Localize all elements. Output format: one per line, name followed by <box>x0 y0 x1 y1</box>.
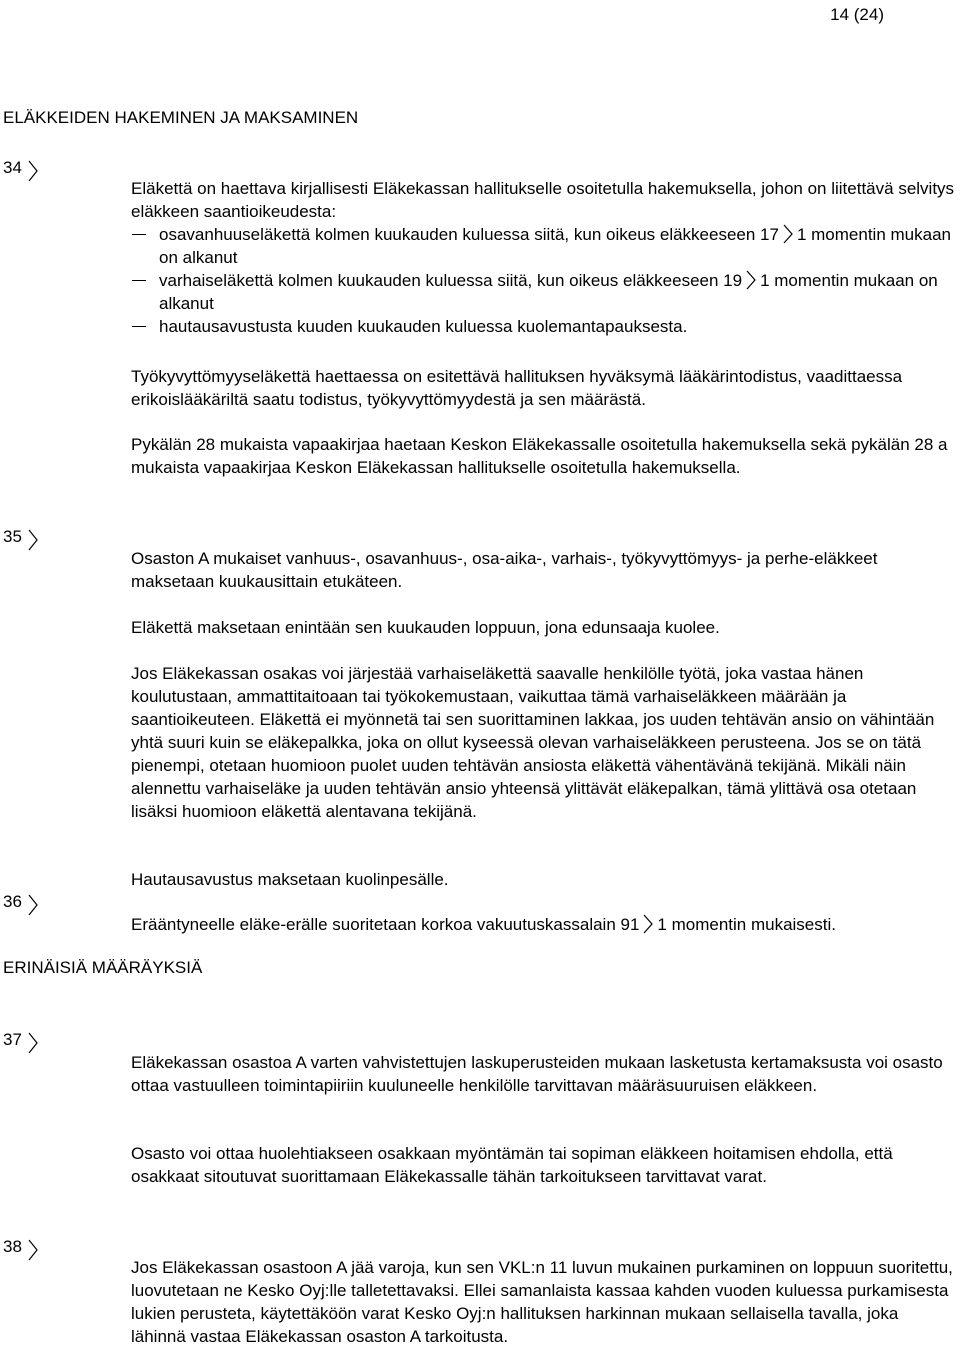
dash-icon <box>132 326 146 327</box>
section-heading-pensions: ELÄKKEIDEN HAKEMINEN JA MAKSAMINEN <box>3 108 359 127</box>
s35-paragraph-3: Jos Eläkekassan osakas voi järjestää varhaiseläkettä saavalle henkilölle työtä, joka vastaa hänen koulutustaan, ammattitaitoaan tai työkokemustaan, vaikuttaa tämä varhaiseläkkeen määrään ja saantioikeuteen. Eläkettä ei myönnetä tai sen suorittaminen lakkaa, jos uuden tehtävän ansio on vähintään yhtä suuri kuin se eläkepalkka, joka on ollut kyseessä olevan varhaiseläkkeen perusteena. Jos se on tätä pienempi, otetaan huomioon puolet uuden tehtävän ansiosta eläkettä vähentävänä tekijänä. Mikäli näin alennettu varhaiseläke ja uuden tehtävän ansio yhteensä ylittävät eläkepalkan, tämä ylittävä osa otetaan lisäksi huomioon eläkettä alentavana tekijänä. <box>131 664 935 821</box>
dash-icon <box>132 234 146 235</box>
list-item: osavanhuuseläkettä kolmen kuukauden kuluessa siitä, kun oikeus eläkkeeseen 17 1 momentin mukaan on alkanut <box>131 223 957 269</box>
s37-paragraph-2: Osasto voi ottaa huolehtiakseen osakkaan myöntämän tai sopiman eläkkeen hoitamisen ehdolla, että osakkaat sitoutuvat suorittamaan Eläkekassalle tähän tarkoitukseen tarvittavat varat. <box>131 1144 893 1186</box>
s35-paragraph-4: Hautausavustus maksetaan kuolinpesälle. <box>131 870 449 889</box>
section-number-label: 34 <box>3 158 22 177</box>
s37-paragraph-1: Eläkekassan osastoa A varten vahvistettujen laskuperusteiden mukaan lasketusta kertamaksusta voi osasto ottaa vastuulleen toimintapiiriin kuuluneelle henkilölle tarvittavan määräsuuruisen eläkkeen. <box>131 1053 943 1095</box>
section-sign-icon <box>28 159 38 183</box>
section-sign-icon <box>746 270 756 290</box>
section-number-label: 35 <box>3 527 22 546</box>
section-number-34 <box>3 156 38 183</box>
section-heading-misc: ERINÄISIÄ MÄÄRÄYKSIÄ <box>3 958 203 977</box>
s35-paragraph-2: Eläkettä maksetaan enintään sen kuukauden loppuun, jona edunsaaja kuolee. <box>131 618 720 637</box>
s34-paragraph-2: Työkyvyttömyyseläkettä haettaessa on esitettävä hallituksen hyväksymä lääkärintodistus, vaadittaessa erikoislääkäriltä saatu todistus, työkyvyttömyydestä ja sen määrästä. <box>131 367 903 409</box>
section-sign-icon <box>783 224 793 244</box>
section-number-37 <box>3 1028 38 1055</box>
section-number-35 <box>3 525 38 552</box>
s36-paragraph-1: Erääntyneelle eläke-erälle suoritetaan korkoa vakuutuskassalain 91 1 momentin mukaisesti. <box>131 915 836 934</box>
list-item: hautausavustusta kuuden kuukauden kuluessa kuolemantapauksesta. <box>131 315 957 338</box>
section-number-label: 36 <box>3 892 22 911</box>
s34-intro: Eläkettä on haettava kirjallisesti Eläkekassan hallitukselle osoitetulla hakemuksella, johon on liitettävä selvitys eläkkeen saantioikeudesta: <box>131 179 955 221</box>
section-sign-icon <box>643 914 653 934</box>
section-number-38 <box>3 1235 38 1262</box>
section-sign-icon <box>28 1031 38 1055</box>
dash-icon <box>132 280 146 281</box>
section-number-label: 38 <box>3 1237 22 1256</box>
section-number-label: 37 <box>3 1030 22 1049</box>
s38-paragraph-1: Jos Eläkekassan osastoon A jää varoja, kun sen VKL:n 11 luvun mukainen purkaminen on loppuun suoritettu, luovutetaan ne Kesko Oyj:lle talletettavaksi. Ellei samanlaista kassaa kahden vuoden kuluessa purkamisesta lukien perusteta, käytettäköön varat Kesko Oyj:n hallituksen harkinnan mukaan sellaisella tavalla, joka lähinnä vastaa Eläkekassan osaston A tarkoitusta. <box>131 1258 953 1346</box>
page-number: 14 (24) <box>830 5 884 24</box>
s34-paragraph-3: Pykälän 28 mukaista vapaakirjaa haetaan Keskon Eläkekassalle osoitetulla hakemuksella sekä pykälän 28 a mukaista vapaakirjaa Keskon Eläkekassan hallitukselle osoitetulla hakemuksella. <box>131 435 948 477</box>
section-sign-icon <box>28 528 38 552</box>
s34-bullet-list <box>131 223 957 338</box>
section-sign-icon <box>28 893 38 917</box>
s35-paragraph-1: Osaston A mukaiset vanhuus-, osavanhuus-, osa-aika-, varhais-, työkyvyttömyys- ja perhe-eläkkeet maksetaan kuukausittain etukäteen. <box>131 549 878 591</box>
section-number-36 <box>3 890 38 917</box>
list-item: varhaiseläkettä kolmen kuukauden kuluessa siitä, kun oikeus eläkkeeseen 19 1 momentin mukaan on alkanut <box>131 269 957 315</box>
section-sign-icon <box>28 1238 38 1262</box>
